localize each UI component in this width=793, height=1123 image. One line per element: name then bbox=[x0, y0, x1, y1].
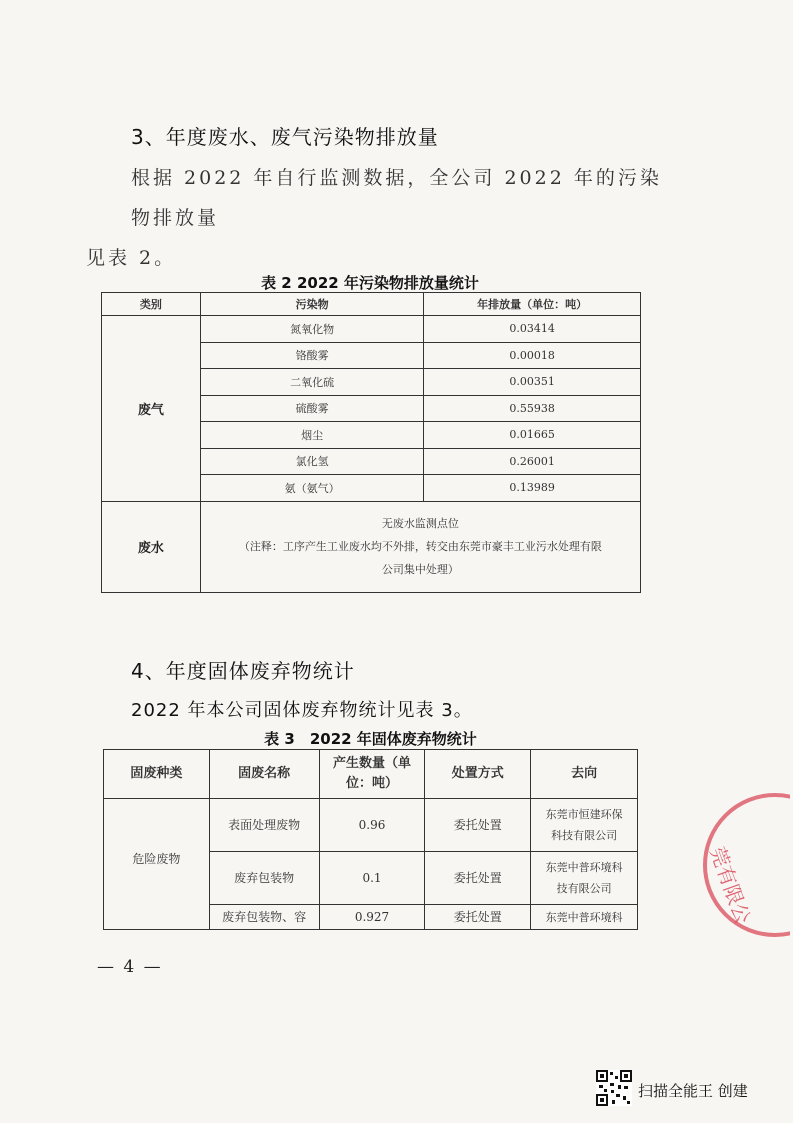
waste-dest-line1: 东莞市恒建环保 bbox=[545, 808, 623, 821]
table3-header-type: 固废种类 bbox=[104, 750, 210, 799]
water-note-line2: （注释：工序产生工业废水均不外排，转交由东莞市豪丰工业污水处理有限 bbox=[238, 540, 602, 553]
table2-caption: 表 2 2022 年污染物排放量统计 bbox=[261, 274, 479, 292]
gas-category-cell: 废气 bbox=[102, 316, 201, 502]
table-row bbox=[102, 501, 641, 592]
table3-header-qty-line1: 产生数量（单 bbox=[332, 756, 411, 771]
table3-header-qty bbox=[319, 750, 425, 799]
waste-category-cell: 危险废物 bbox=[104, 799, 210, 930]
waste-method-cell: 委托处置 bbox=[425, 905, 531, 930]
waste-name-cell: 表面处理废物 bbox=[209, 799, 319, 852]
pollutant-cell: 烟尘 bbox=[200, 422, 424, 449]
table2-header-row bbox=[102, 293, 641, 316]
waste-qty-cell: 0.927 bbox=[319, 905, 425, 930]
section3-paragraph-line1: 根据 2022 年自行监测数据，全公司 2022 年的污染物排放量 bbox=[131, 167, 662, 229]
table2-header-amount: 年排放量（单位：吨） bbox=[424, 293, 641, 316]
pollutant-cell: 硫酸雾 bbox=[200, 395, 424, 422]
water-note-line1: 无废水监测点位 bbox=[381, 517, 459, 530]
water-category-cell: 废水 bbox=[102, 501, 201, 592]
waste-qty-cell: 0.96 bbox=[319, 799, 425, 852]
table3-header-row bbox=[104, 750, 638, 799]
waste-method-cell: 委托处置 bbox=[425, 799, 531, 852]
waste-name-cell: 废弃包装物、容 bbox=[209, 905, 319, 930]
qr-code-icon bbox=[596, 1070, 632, 1106]
table-row bbox=[102, 316, 641, 343]
page-number: — 4 — bbox=[97, 957, 163, 977]
amount-cell: 0.00018 bbox=[424, 342, 641, 369]
water-note-line3: 公司集中处理） bbox=[381, 563, 459, 576]
waste-method-cell: 委托处置 bbox=[425, 852, 531, 905]
amount-cell: 0.00351 bbox=[424, 369, 641, 396]
section4-heading: 4、年度固体废弃物统计 bbox=[131, 659, 355, 683]
waste-dest-cell bbox=[531, 852, 638, 905]
pollutant-emission-table bbox=[101, 292, 641, 593]
section3-heading: 3、年度废水、废气污染物排放量 bbox=[131, 125, 439, 149]
scanner-watermark: 扫描全能王 创建 bbox=[638, 1082, 748, 1100]
table3-header-dest: 去向 bbox=[531, 750, 638, 799]
table3-header-name: 固废名称 bbox=[209, 750, 319, 799]
company-seal-stamp bbox=[680, 790, 790, 940]
pollutant-cell: 氮氧化物 bbox=[200, 316, 424, 343]
table3-header-method: 处置方式 bbox=[425, 750, 531, 799]
table2-header-category: 类别 bbox=[102, 293, 201, 316]
amount-cell: 0.01665 bbox=[424, 422, 641, 449]
waste-dest-line1: 东莞中普环境科 bbox=[545, 861, 623, 874]
waste-name-cell: 废弃包装物 bbox=[209, 852, 319, 905]
waste-dest-line2: 科技有限公司 bbox=[551, 829, 618, 842]
waste-dest-line2: 技有限公司 bbox=[556, 882, 612, 895]
amount-cell: 0.55938 bbox=[424, 395, 641, 422]
table-row bbox=[104, 799, 638, 852]
table3-caption: 表 3 2022 年固体废弃物统计 bbox=[264, 730, 477, 748]
pollutant-cell: 氯化氢 bbox=[200, 448, 424, 475]
waste-qty-cell: 0.1 bbox=[319, 852, 425, 905]
pollutant-cell: 铬酸雾 bbox=[200, 342, 424, 369]
pollutant-cell: 二氧化硫 bbox=[200, 369, 424, 396]
water-note-cell bbox=[200, 501, 640, 592]
amount-cell: 0.13989 bbox=[424, 475, 641, 502]
table3-header-qty-line2: 位：吨） bbox=[345, 776, 398, 791]
section3-paragraph bbox=[86, 158, 671, 278]
waste-dest-cell: 东莞中普环境科 bbox=[531, 905, 638, 930]
amount-cell: 0.03414 bbox=[424, 316, 641, 343]
waste-dest-cell bbox=[531, 799, 638, 852]
amount-cell: 0.26001 bbox=[424, 448, 641, 475]
table2-header-pollutant: 污染物 bbox=[200, 293, 424, 316]
svg-text:莞有限公: 莞有限公 bbox=[705, 843, 756, 927]
solid-waste-table bbox=[103, 749, 638, 930]
pollutant-cell: 氨（氨气） bbox=[200, 475, 424, 502]
section4-paragraph: 2022 年本公司固体废弃物统计见表 3。 bbox=[131, 700, 473, 721]
section3-paragraph-line2: 见表 2。 bbox=[86, 247, 177, 269]
